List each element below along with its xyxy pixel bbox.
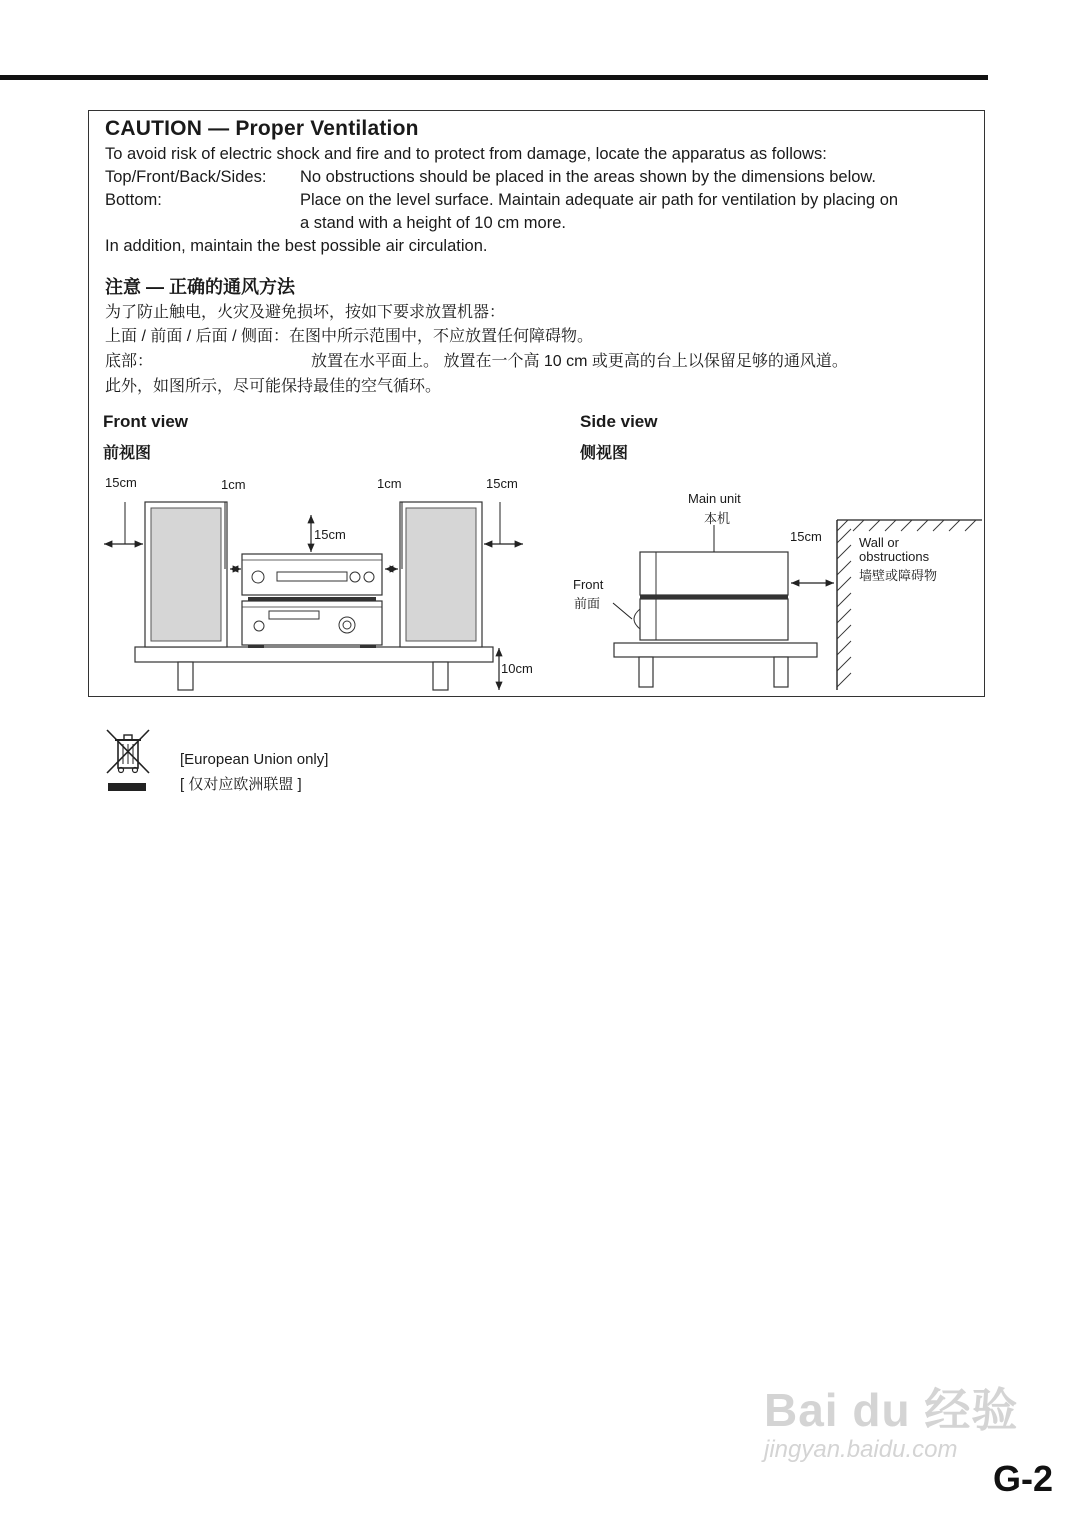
row1-label: Top/Front/Back/Sides:	[105, 168, 267, 186]
side-view-title-cn: 侧视图	[580, 445, 629, 462]
chinese-row2-value: 放置在水平面上。 放置在一个高 10 cm 或更高的台上以保留足够的通风道。	[311, 353, 848, 370]
watermark-url: jingyan.baidu.com	[764, 1436, 958, 1463]
caution-intro: To avoid risk of electric shock and fire and to protect from damage, locate the apparatus as follows:	[105, 145, 827, 163]
chinese-intro: 为了防止触电，火灾及避免损坏，按如下要求放置机器：	[105, 304, 506, 321]
eu-notice-cn: [ 仅对应欧洲联盟 ]	[180, 776, 302, 793]
side-wall-label-line2: obstructions	[859, 549, 930, 564]
front-view-title-cn: 前视图	[103, 445, 152, 462]
chinese-row1: 上面 / 前面 / 后面 / 侧面：在图中所示范围中，不应放置任何障碍物。	[105, 328, 594, 345]
side-view-diagram	[89, 111, 986, 698]
side-gap-15cm-label: 15cm	[790, 529, 822, 544]
caution-addition: In addition, maintain the best possible air circulation.	[105, 237, 488, 255]
page-number: G-2	[993, 1458, 1054, 1499]
caution-box	[88, 110, 985, 697]
chinese-addition: 此外，如图所示，尽可能保持最佳的空气循环。	[105, 378, 442, 395]
front-view-title: Front view	[103, 412, 189, 431]
front-right-15cm-label: 15cm	[486, 476, 518, 491]
front-right-1cm-label: 1cm	[377, 476, 402, 491]
row2-value-line1: Place on the level surface. Maintain adequate air path for ventilation by placing on	[300, 191, 899, 209]
front-left-15cm-label: 15cm	[105, 475, 137, 490]
row2-value-line2: a stand with a height of 10 cm more.	[300, 214, 566, 232]
side-front-label-cn: 前面	[574, 596, 601, 611]
row2-label: Bottom:	[105, 191, 162, 209]
side-main-unit-label-cn: 本机	[704, 511, 731, 526]
side-main-unit-label: Main unit	[688, 491, 741, 506]
chinese-title: 注意 — 正确的通风方法	[105, 277, 296, 297]
baidu-watermark	[760, 1356, 1020, 1476]
watermark-brand: Bai du 经验	[764, 1384, 1019, 1436]
chinese-row2-label: 底部：	[105, 353, 154, 370]
row1-value: No obstructions should be placed in the areas shown by the dimensions below.	[300, 168, 877, 186]
top-rule	[0, 75, 988, 80]
side-wall-label-line1: Wall or	[859, 535, 899, 550]
front-left-1cm-label: 1cm	[221, 477, 246, 492]
front-bottom-10cm-label: 10cm	[501, 661, 533, 676]
front-top-15cm-label: 15cm	[314, 527, 346, 542]
side-front-label: Front	[573, 577, 604, 592]
side-view-title: Side view	[580, 412, 658, 431]
eu-notice-en: [European Union only]	[180, 751, 329, 768]
weee-bin-icon	[104, 727, 152, 793]
caution-title: CAUTION — Proper Ventilation	[105, 117, 419, 140]
side-wall-label-cn: 墙壁或障碍物	[859, 568, 938, 583]
